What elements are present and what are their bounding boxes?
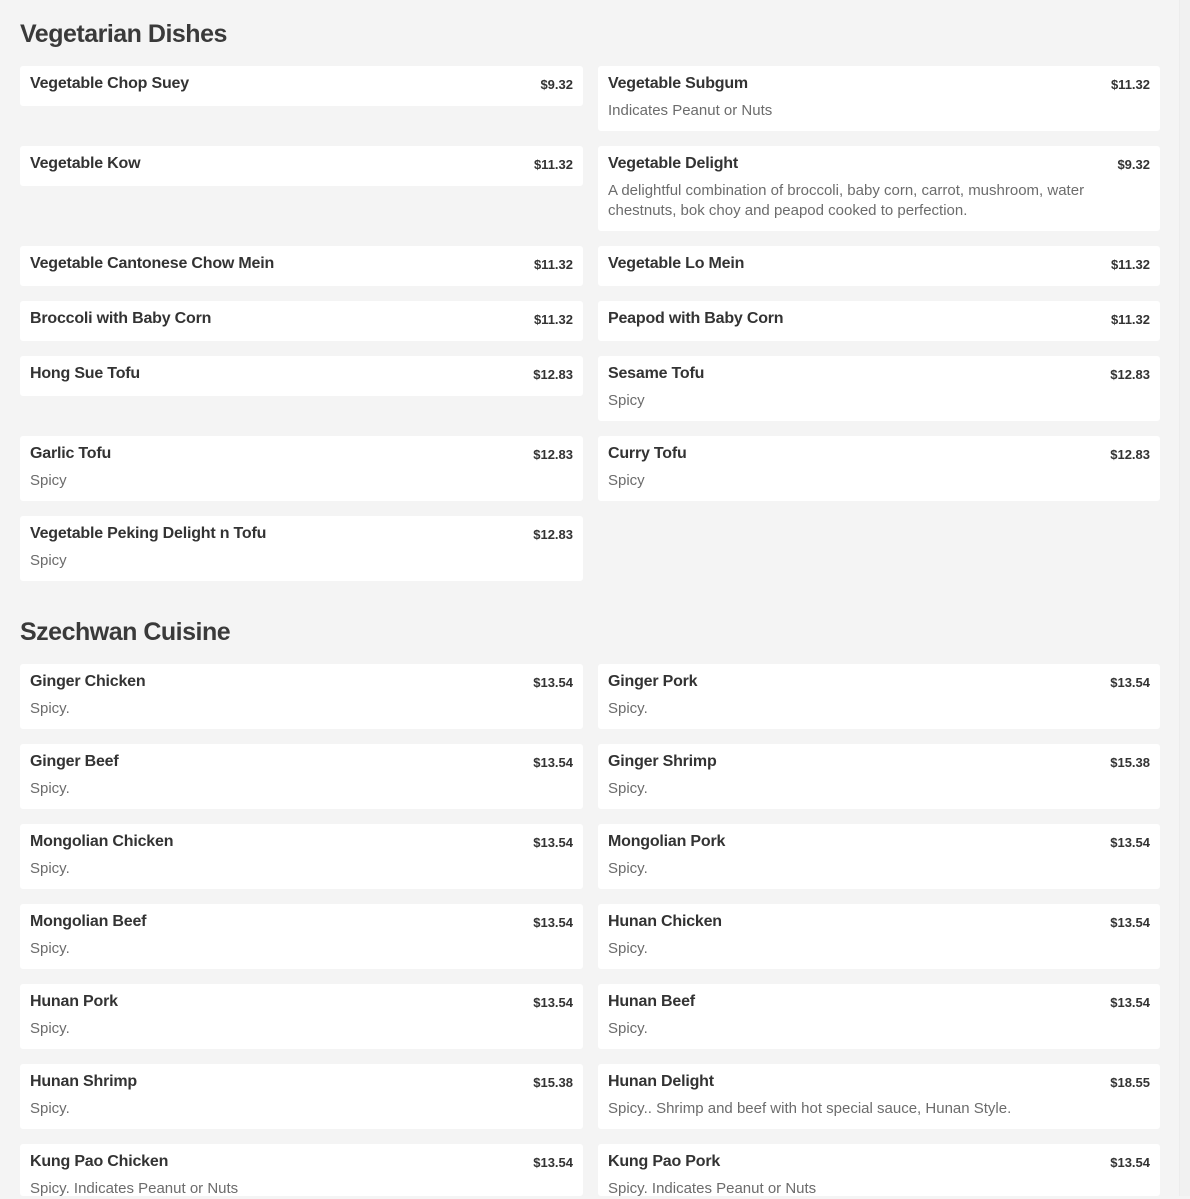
item-price: $13.54 bbox=[1110, 675, 1150, 690]
item-description: Spicy. bbox=[30, 1100, 70, 1117]
item-name: Vegetable Lo Mein bbox=[608, 255, 745, 272]
item-name: Hong Sue Tofu bbox=[30, 365, 140, 382]
item-price: $15.38 bbox=[1110, 755, 1150, 770]
item-price: $11.32 bbox=[1110, 257, 1150, 272]
menu-item-card[interactable] bbox=[20, 66, 583, 106]
menu-item-card[interactable] bbox=[598, 1064, 1160, 1129]
item-name: Kung Pao Chicken bbox=[30, 1153, 169, 1170]
item-name: Vegetable Delight bbox=[608, 155, 738, 172]
menu-item-card[interactable] bbox=[598, 246, 1160, 286]
item-name: Hunan Beef bbox=[608, 993, 695, 1010]
item-description: Spicy. bbox=[30, 860, 70, 877]
menu-item-card[interactable] bbox=[20, 1144, 583, 1196]
section-title-vegetarian: Vegetarian Dishes bbox=[20, 20, 227, 48]
item-price: $11.32 bbox=[533, 312, 573, 327]
item-price: $13.54 bbox=[533, 1155, 573, 1170]
item-price: $12.83 bbox=[533, 447, 573, 462]
item-description: Spicy. bbox=[30, 700, 70, 717]
menu-item-card[interactable] bbox=[20, 146, 583, 186]
menu-item-card[interactable] bbox=[598, 744, 1160, 809]
item-price: $13.54 bbox=[1110, 915, 1150, 930]
item-price: $13.54 bbox=[533, 915, 573, 930]
item-name: Ginger Beef bbox=[30, 753, 119, 770]
menu-item-card[interactable] bbox=[598, 824, 1160, 889]
item-price: $12.83 bbox=[533, 527, 573, 542]
item-price: $13.54 bbox=[533, 755, 573, 770]
menu-item-card[interactable] bbox=[598, 301, 1160, 341]
item-price: $13.54 bbox=[1110, 1155, 1150, 1170]
item-name: Curry Tofu bbox=[608, 445, 687, 462]
item-description: Spicy. bbox=[608, 1020, 648, 1037]
menu-item-card[interactable] bbox=[20, 664, 583, 729]
item-description: Spicy. bbox=[30, 780, 70, 797]
section-title-szechwan: Szechwan Cuisine bbox=[20, 618, 231, 646]
item-description: Spicy bbox=[30, 552, 67, 569]
item-price: $12.83 bbox=[1110, 447, 1150, 462]
item-name: Ginger Shrimp bbox=[608, 753, 717, 770]
item-name: Garlic Tofu bbox=[30, 445, 112, 462]
menu-item-card[interactable] bbox=[20, 984, 583, 1049]
item-price: $18.55 bbox=[1110, 1075, 1150, 1090]
item-description: Spicy. bbox=[30, 1020, 70, 1037]
item-description: Spicy. Indicates Peanut or Nuts bbox=[30, 1180, 239, 1197]
item-name: Hunan Delight bbox=[608, 1073, 714, 1090]
item-price: $13.54 bbox=[533, 675, 573, 690]
item-price: $13.54 bbox=[1110, 835, 1150, 850]
item-name: Vegetable Cantonese Chow Mein bbox=[30, 255, 275, 272]
item-description: Spicy. bbox=[608, 780, 648, 797]
menu-item-card[interactable] bbox=[598, 356, 1160, 421]
item-name: Mongolian Pork bbox=[608, 833, 726, 850]
item-description: Indicates Peanut or Nuts bbox=[608, 102, 773, 119]
item-name: Hunan Pork bbox=[30, 993, 118, 1010]
item-description: Spicy. bbox=[608, 940, 648, 957]
menu-item-card[interactable] bbox=[20, 516, 583, 581]
item-price: $15.38 bbox=[533, 1075, 573, 1090]
menu-item-card[interactable] bbox=[20, 356, 583, 396]
item-description: Spicy bbox=[608, 392, 645, 409]
item-price: $12.83 bbox=[1110, 367, 1150, 382]
item-description: Spicy bbox=[608, 472, 645, 489]
item-name: Hunan Shrimp bbox=[30, 1073, 137, 1090]
menu-item-card[interactable] bbox=[20, 904, 583, 969]
item-name: Vegetable Kow bbox=[30, 155, 141, 172]
item-price: $13.54 bbox=[533, 995, 573, 1010]
scrollbar-track[interactable] bbox=[1179, 0, 1190, 1196]
menu-item-card[interactable] bbox=[598, 146, 1160, 231]
item-name: Vegetable Chop Suey bbox=[30, 75, 189, 92]
item-price: $13.54 bbox=[533, 835, 573, 850]
menu-item-card[interactable] bbox=[20, 301, 583, 341]
item-price: $11.32 bbox=[533, 157, 573, 172]
item-description: Spicy. bbox=[608, 700, 648, 717]
menu-item-card[interactable] bbox=[20, 824, 583, 889]
item-name: Peapod with Baby Corn bbox=[608, 310, 784, 327]
item-price: $9.32 bbox=[1117, 157, 1150, 172]
menu-item-card[interactable] bbox=[598, 904, 1160, 969]
item-name: Hunan Chicken bbox=[608, 913, 722, 930]
menu-item-card[interactable] bbox=[598, 664, 1160, 729]
item-description: Spicy. bbox=[608, 860, 648, 877]
menu-item-card[interactable] bbox=[598, 66, 1160, 131]
menu-item-card[interactable] bbox=[20, 436, 583, 501]
menu-item-card[interactable] bbox=[598, 984, 1160, 1049]
item-name: Ginger Chicken bbox=[30, 673, 146, 690]
item-price: $11.32 bbox=[1110, 312, 1150, 327]
menu-item-card[interactable] bbox=[598, 1144, 1160, 1196]
item-price: $13.54 bbox=[1110, 995, 1150, 1010]
item-name: Kung Pao Pork bbox=[608, 1153, 721, 1170]
item-name: Vegetable Subgum bbox=[608, 75, 748, 92]
item-description: Spicy bbox=[30, 472, 67, 489]
item-name: Sesame Tofu bbox=[608, 365, 705, 382]
item-description: Spicy. bbox=[30, 940, 70, 957]
menu-item-card[interactable] bbox=[20, 1064, 583, 1129]
item-price: $9.32 bbox=[540, 77, 573, 92]
item-name: Broccoli with Baby Corn bbox=[30, 310, 212, 327]
item-price: $11.32 bbox=[533, 257, 573, 272]
item-price: $11.32 bbox=[1110, 77, 1150, 92]
menu-item-card[interactable] bbox=[598, 436, 1160, 501]
menu-item-card[interactable] bbox=[20, 246, 583, 286]
item-name: Vegetable Peking Delight n Tofu bbox=[30, 525, 267, 542]
item-description: Spicy.. Shrimp and beef with hot special sauce, Hunan Style. bbox=[608, 1100, 1012, 1117]
item-description: Spicy. Indicates Peanut or Nuts bbox=[608, 1180, 817, 1197]
menu-item-card[interactable] bbox=[20, 744, 583, 809]
item-name: Ginger Pork bbox=[608, 673, 698, 690]
item-name: Mongolian Chicken bbox=[30, 833, 174, 850]
item-price: $12.83 bbox=[533, 367, 573, 382]
item-description: A delightful combination of broccoli, baby corn, carrot, mushroom, water chestnuts, bok choy and peapod cooked to perfection. bbox=[608, 182, 1085, 219]
item-name: Mongolian Beef bbox=[30, 913, 147, 930]
